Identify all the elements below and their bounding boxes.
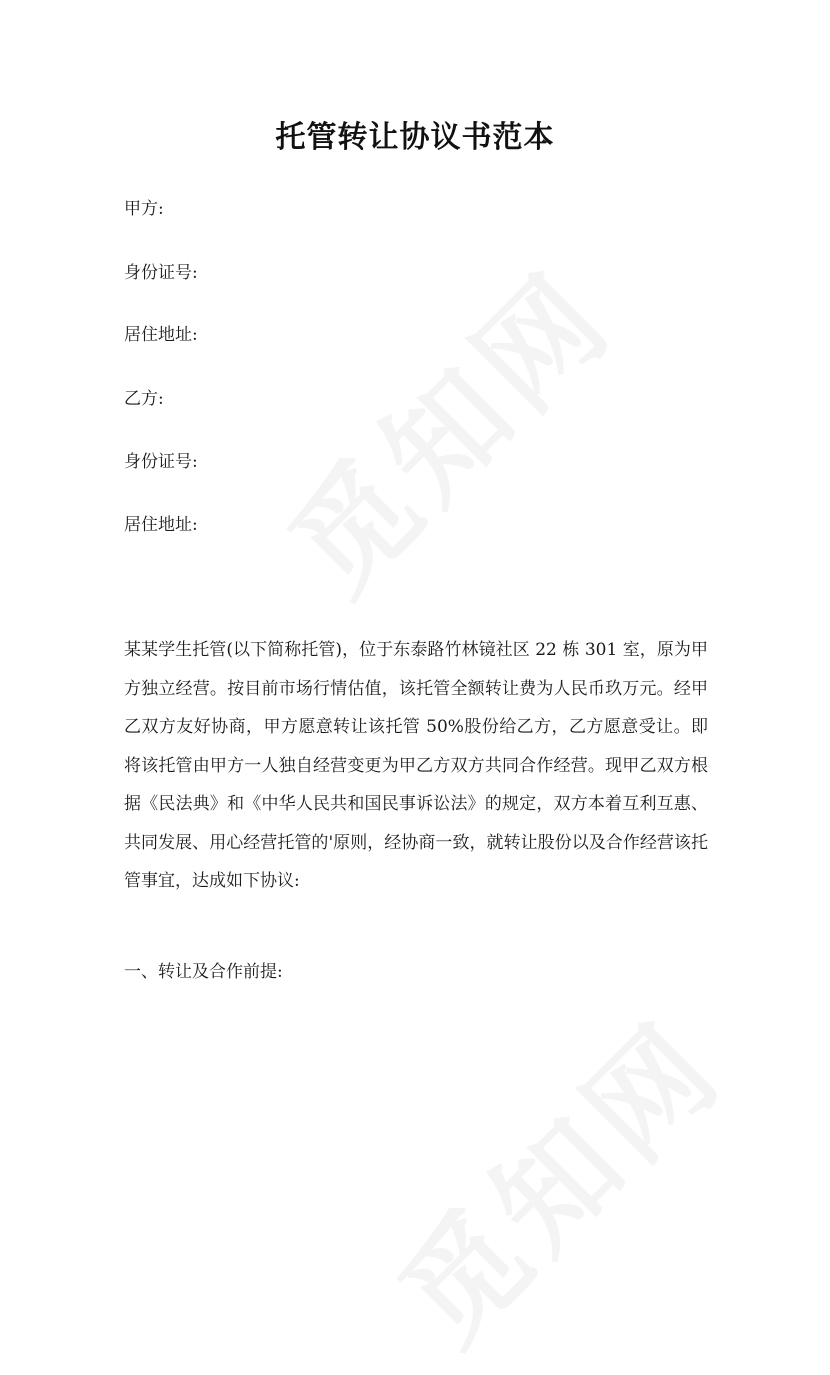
party-a-label: 甲方:: [124, 199, 164, 219]
agreement-paragraph: 某某学生托管(以下简称托管)，位于东泰路竹林镜社区 22 栋 301 室，原为甲方独立经营。按目前市场行情估值，该托管全额转让费为人民币玖万元。经甲乙双方友好协商，甲方愿意转让该托管 50%股份给乙方，乙方愿意受让。即将该托管由甲方一人独自经营变更为甲乙方双方共同合作经营。现甲乙双方根据《民法典》和《中华人民共和国民事诉讼法》的规定，双方本着互利互惠、共同发展、用心经营托管的'原则，经协商一致，就转让股份以及合作经营该托管事宜，达成如下协议:: [124, 640, 708, 891]
watermark: [356, 977, 753, 1374]
watermark: [246, 227, 643, 624]
party-a-id-label: 身份证号:: [124, 263, 198, 283]
party-b-label: 乙方:: [124, 389, 164, 409]
document-title: 托管转让协议书范本: [275, 120, 555, 155]
section-heading: 一、转让及合作前提:: [124, 962, 283, 982]
party-b-address-label: 居住地址:: [124, 515, 198, 535]
party-b-id-label: 身份证号:: [124, 452, 198, 472]
party-a-address-label: 居住地址:: [124, 325, 198, 345]
